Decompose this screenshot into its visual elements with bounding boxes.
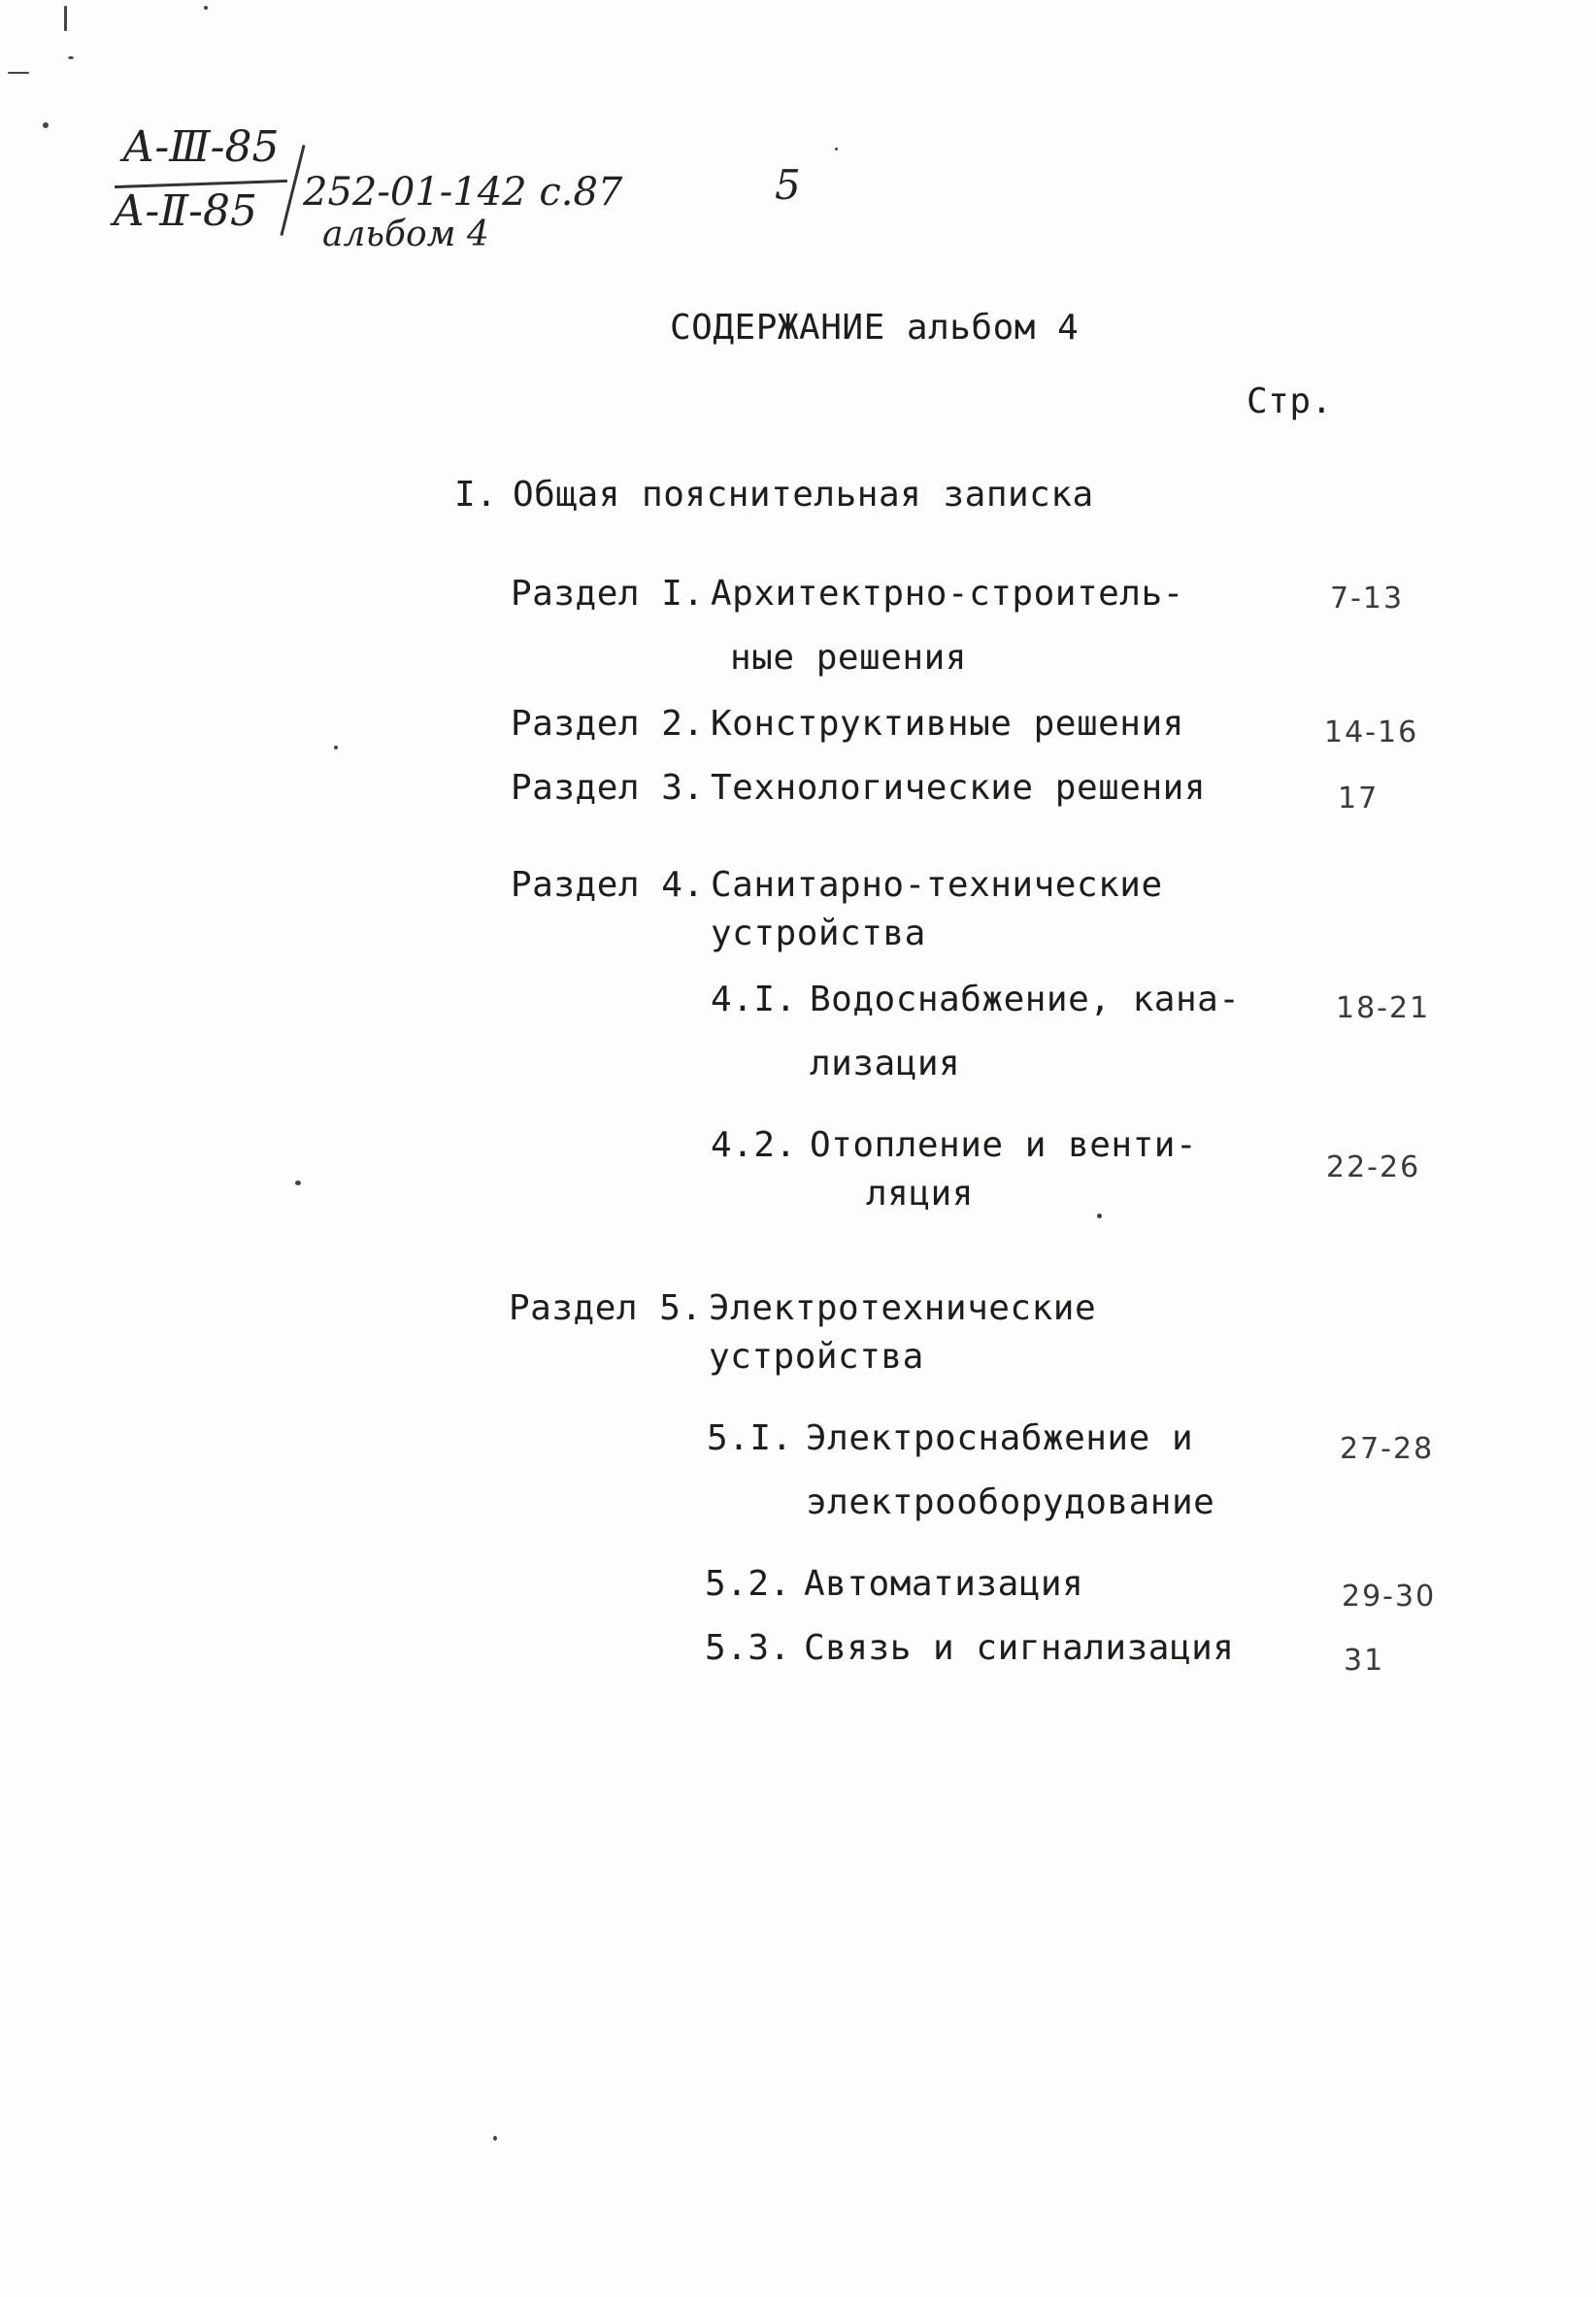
subsection-title: Водоснабжение, кана- (810, 980, 1241, 1019)
section-pages: 14-16 (1324, 716, 1419, 749)
section-pages: 17 (1338, 782, 1380, 816)
pages-column-header: Стр. (1247, 382, 1333, 421)
stamp-slash (280, 145, 305, 236)
section-label: Раздел 2. (511, 704, 705, 744)
subsection-pages: 22-26 (1326, 1150, 1421, 1184)
subsection-number: 5.2. (705, 1564, 791, 1604)
section-label: Раздел I. (511, 574, 705, 614)
stamp-album: альбом 4 (322, 215, 489, 254)
scan-speck (68, 56, 74, 59)
part-title: Общая пояснительная записка (513, 475, 1094, 515)
stamp-bottom: А-Ⅱ-85 (113, 186, 257, 236)
section-title-continued: ные решения (730, 638, 967, 678)
scan-speck (8, 72, 29, 74)
subsection-title: Автоматизация (804, 1564, 1084, 1604)
subsection-pages: 31 (1344, 1644, 1385, 1678)
scan-speck (43, 122, 49, 128)
section-label: Раздел 4. (511, 865, 705, 905)
section-title-continued: устройства (711, 914, 926, 953)
subsection-number: 5.3. (705, 1628, 791, 1668)
subsection-title: Отопление и венти- (810, 1125, 1198, 1165)
scan-speck (295, 1181, 301, 1185)
subsection-pages: 18-21 (1336, 991, 1431, 1025)
section-label: Раздел 3. (511, 768, 705, 808)
page-number: 5 (775, 161, 801, 209)
scan-speck (1097, 1214, 1102, 1218)
section-title: Электротехнические (709, 1288, 1097, 1328)
stamp-code: 252-01-142 с.87 (303, 170, 623, 215)
section-label: Раздел 5. (509, 1288, 703, 1328)
section-title: Санитарно-технические (711, 865, 1163, 905)
scan-speck (835, 148, 838, 150)
subsection-pages: 29-30 (1342, 1580, 1437, 1614)
section-pages: 7-13 (1330, 582, 1405, 616)
subsection-title-continued: электрооборудование (806, 1482, 1215, 1522)
scan-speck (334, 746, 338, 749)
section-title-continued: устройства (709, 1337, 924, 1377)
part-number: I. (454, 475, 498, 515)
page-title: СОДЕРЖАНИЕ альбом 4 (670, 308, 1080, 348)
subsection-number: 4.I. (711, 980, 797, 1019)
subsection-number: 5.I. (707, 1418, 793, 1458)
subsection-pages: 27-28 (1340, 1432, 1435, 1466)
section-title: Технологические решения (711, 768, 1206, 808)
subsection-title: Связь и сигнализация (804, 1628, 1235, 1668)
section-title: Конструктивные решения (711, 704, 1184, 744)
scan-speck (493, 2136, 497, 2141)
subsection-title-continued: ляция (866, 1174, 974, 1214)
subsection-number: 4.2. (711, 1125, 797, 1165)
subsection-title: Электроснабжение и (806, 1418, 1194, 1458)
section-title: Архитектрно-строитель- (711, 574, 1184, 614)
scan-speck (204, 6, 208, 10)
scan-speck (64, 6, 67, 31)
stamp-top: А-Ⅲ-85 (122, 122, 280, 172)
subsection-title-continued: лизация (810, 1044, 961, 1083)
